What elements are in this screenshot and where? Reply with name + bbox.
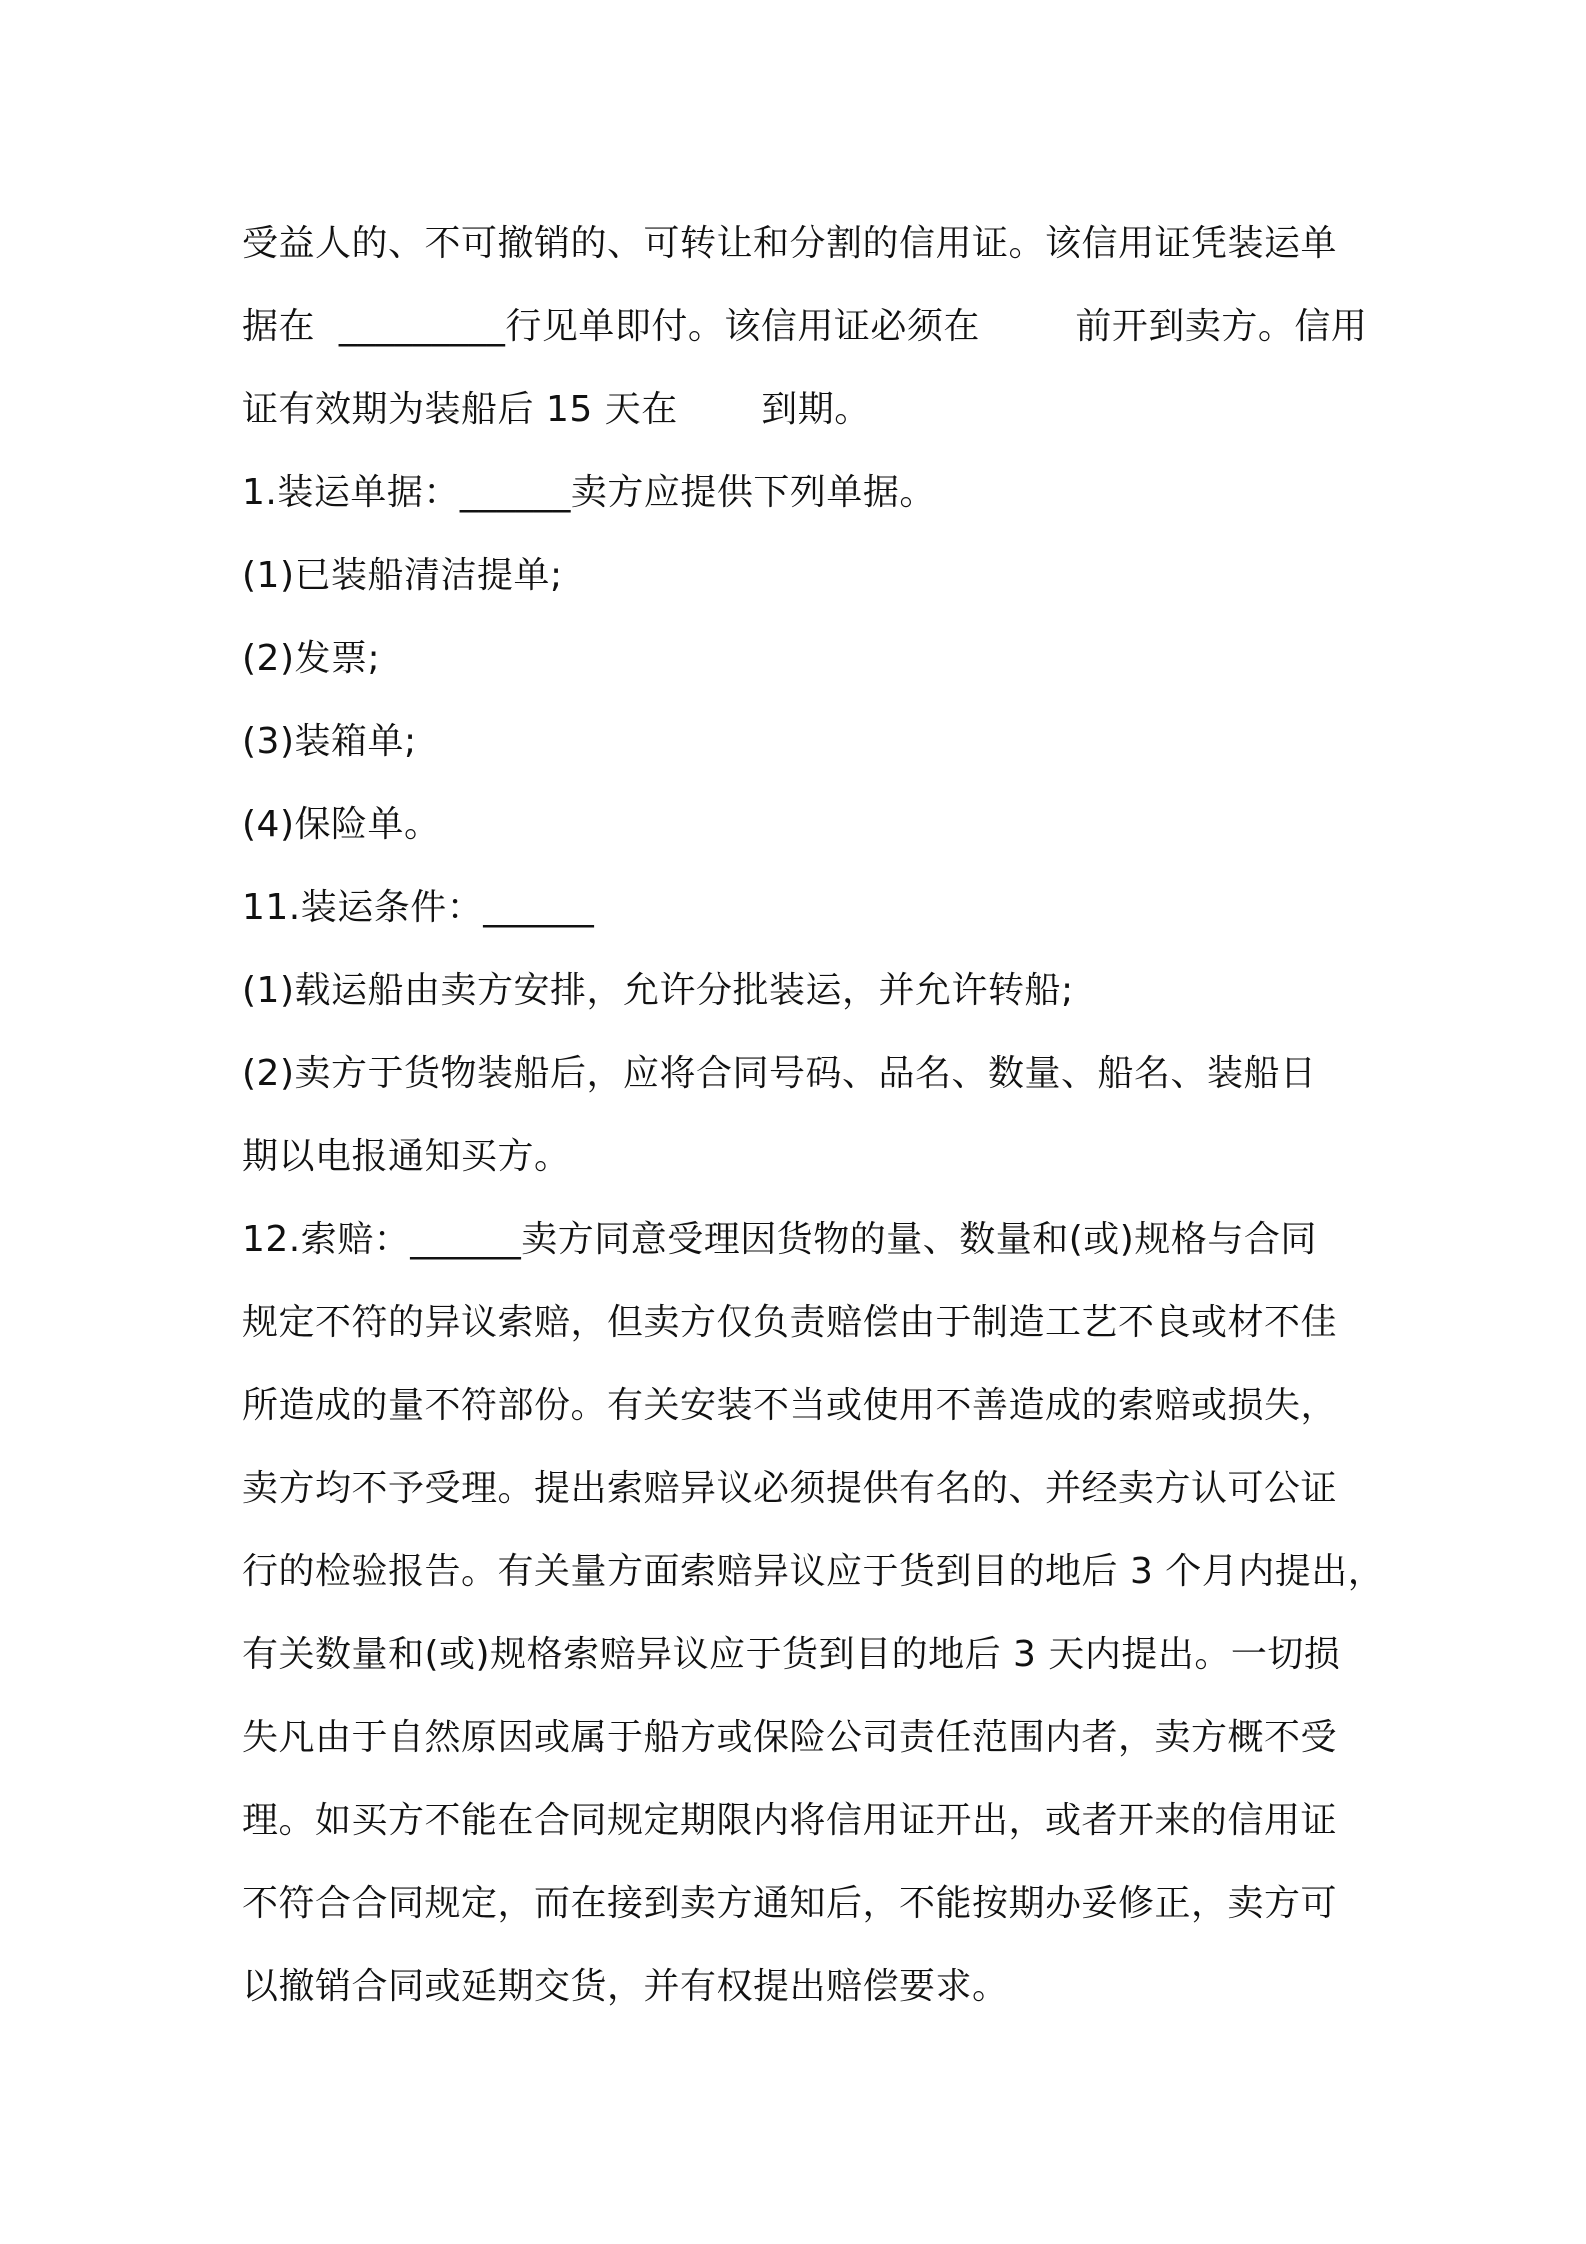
text-line: 以撤销合同或延期交货，并有权提出赔偿要求。 bbox=[242, 1966, 1009, 2007]
text-line: 证有效期为装船后 15 天在 到期。 bbox=[242, 389, 871, 430]
text-line: 理。如买方不能在合同规定期限内将信用证开出，或者开来的信用证 bbox=[242, 1800, 1338, 1841]
text-line: 有关数量和(或)规格索赔异议应于货到目的地后 3 天内提出。一切损 bbox=[242, 1634, 1341, 1675]
text-line: 所造成的量不符部份。有关安装不当或使用不善造成的索赔或损失， bbox=[242, 1385, 1338, 1426]
text-line: 失凡由于自然原因或属于船方或保险公司责任范围内者，卖方概不受 bbox=[242, 1717, 1338, 1758]
list-item: (2)卖方于货物装船后，应将合同号码、品名、数量、船名、装船日 bbox=[242, 1053, 1317, 1094]
text-line: 卖方均不予受理。提出索赔异议必须提供有名的、并经卖方认可公证 bbox=[242, 1468, 1338, 1509]
list-item: (3)装箱单; bbox=[242, 721, 417, 762]
text-line: 行的检验报告。有关量方面索赔异议应于货到目的地后 3 个月内提出， bbox=[242, 1551, 1385, 1592]
list-item: (1)载运船由卖方安排，允许分批装运，并允许转船; bbox=[242, 970, 1074, 1011]
list-item: (2)发票; bbox=[242, 638, 381, 679]
text-line: 不符合合同规定，而在接到卖方通知后，不能按期办妥修正，卖方可 bbox=[242, 1883, 1338, 1924]
text-line: 据在 _________行见单即付。该信用证必须在 前开到卖方。信用 bbox=[242, 306, 1368, 347]
text-line: 受益人的、不可撤销的、可转让和分割的信用证。该信用证凭装运单 bbox=[242, 223, 1338, 264]
document-body bbox=[242, 202, 1385, 2028]
list-item: (4)保险单。 bbox=[242, 804, 441, 845]
section-heading-claims: 12.索赔：______卖方同意受理因货物的量、数量和(或)规格与合同 bbox=[242, 1219, 1317, 1260]
text-line: 期以电报通知买方。 bbox=[242, 1136, 571, 1177]
list-item: (1)已装船清洁提单; bbox=[242, 555, 563, 596]
section-heading-shipping-terms: 11.装运条件：______ bbox=[242, 887, 595, 928]
section-heading-shipping-documents: 1.装运单据：______卖方应提供下列单据。 bbox=[242, 472, 936, 513]
text-line: 规定不符的异议索赔，但卖方仅负责赔偿由于制造工艺不良或材不佳 bbox=[242, 1302, 1338, 1343]
